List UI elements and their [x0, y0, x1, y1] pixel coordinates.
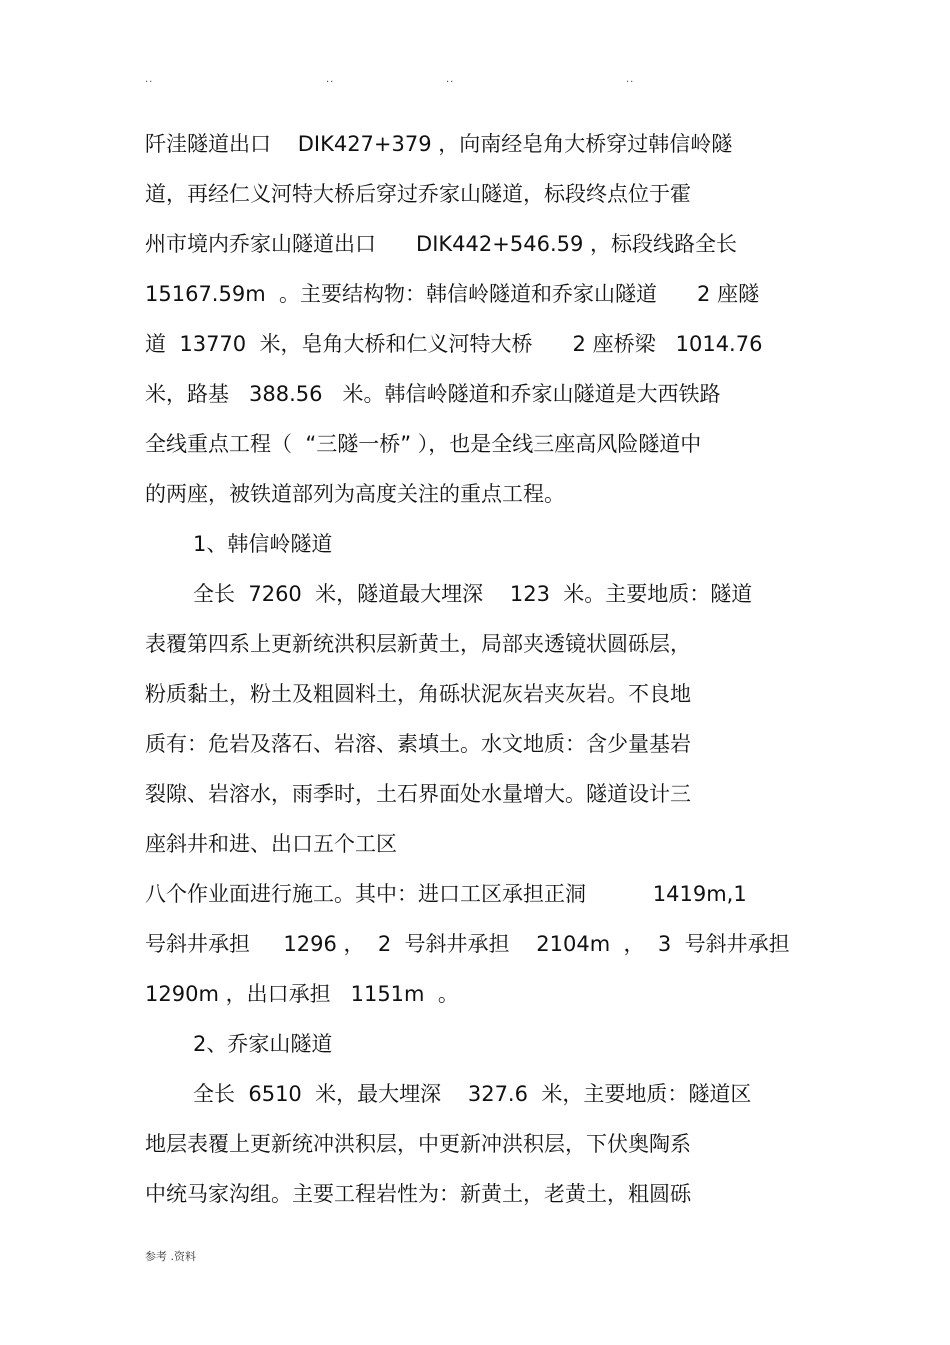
text-line: 道，再经仁义河特大桥后穿过乔家山隧道，标段终点位于霍 — [145, 182, 691, 206]
text-line: 号斜井承担 1296 ， 2 号斜井承担 2104m ， 3 号斜井承担 — [145, 932, 790, 956]
section-heading: 1、韩信岭隧道 — [193, 532, 333, 556]
header-mark: .. — [446, 74, 455, 85]
header-mark: .. — [626, 74, 635, 85]
text-line: 中统马家沟组。主要工程岩性为：新黄土，老黄土，粗圆砾 — [145, 1182, 691, 1206]
text-line: 阡洼隧道出口 DIK427+379 ，向南经皂角大桥穿过韩信岭隧 — [145, 132, 733, 156]
text-line: 1290m ，出口承担 1151m 。 — [145, 982, 459, 1006]
text-line: 地层表覆上更新统冲洪积层，中更新冲洪积层，下伏奥陶系 — [145, 1132, 691, 1156]
text-line: 粉质黏土，粉土及粗圆料土，角砾状泥灰岩夹灰岩。不良地 — [145, 682, 691, 706]
text-line: 米，路基 388.56 米。韩信岭隧道和乔家山隧道是大西铁路 — [145, 382, 721, 406]
text-line: 座斜井和进、出口五个工区 — [145, 832, 397, 856]
text-line: 全线重点工程（ “三隧一桥” ），也是全线三座高风险隧道中 — [145, 432, 702, 456]
header-mark: .. — [145, 74, 154, 85]
text-line: 全长 6510 米，最大埋深 327.6 米，主要地质：隧道区 — [193, 1082, 752, 1106]
text-line: 州市境内乔家山隧道出口 DIK442+546.59 ，标段线路全长 — [145, 232, 738, 256]
text-line: 裂隙、岩溶水，雨季时，土石界面处水量增大。隧道设计三 — [145, 782, 691, 806]
text-line: 质有：危岩及落石、岩溶、素填土。水文地质：含少量基岩 — [145, 732, 691, 756]
text-line: 表覆第四系上更新统洪积层新黄土，局部夹透镜状圆砾层， — [145, 632, 691, 656]
section-heading: 2、乔家山隧道 — [193, 1032, 333, 1056]
text-line: 八个作业面进行施工。其中：进口工区承担正洞 1419m,1 — [145, 882, 747, 906]
header-mark: .. — [326, 74, 335, 85]
text-line: 全长 7260 米，隧道最大埋深 123 米。主要地质：隧道 — [193, 582, 753, 606]
text-line: 的两座，被铁道部列为高度关注的重点工程。 — [145, 482, 565, 506]
text-line: 15167.59m 。主要结构物：韩信岭隧道和乔家山隧道 2 座隧 — [145, 282, 760, 306]
page-footer: 参考 .资料 — [145, 1250, 196, 1263]
text-line: 道 13770 米，皂角大桥和仁义河特大桥 2 座桥梁 1014.76 — [145, 332, 763, 356]
